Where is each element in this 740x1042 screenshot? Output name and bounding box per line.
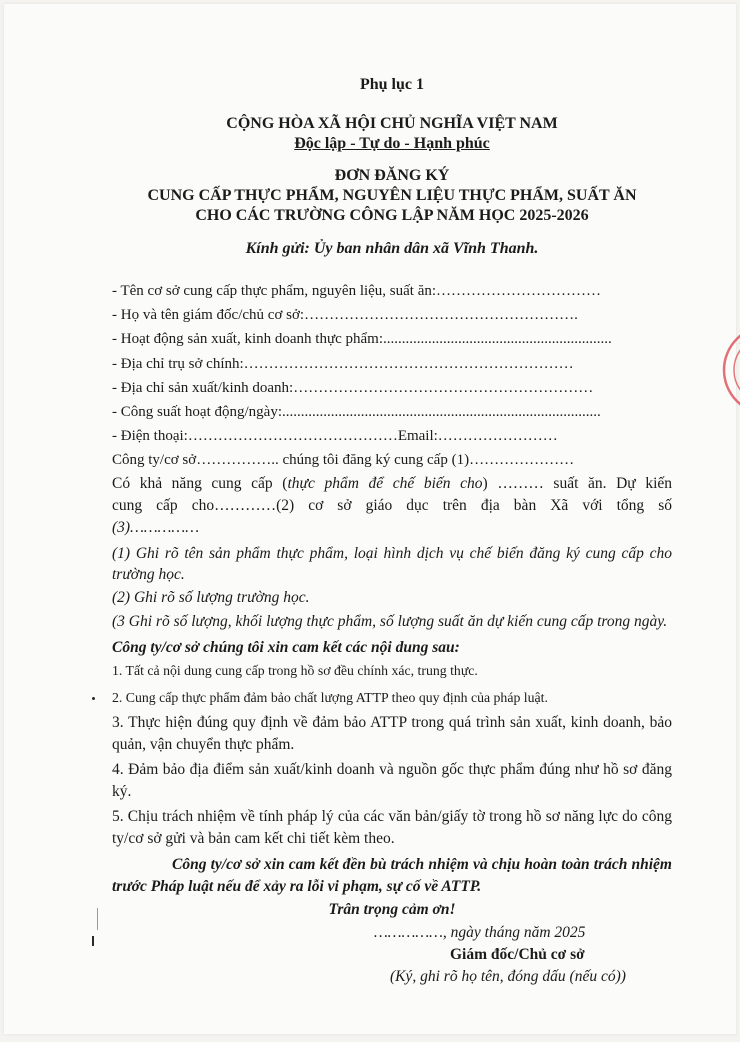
field-production-address[interactable]: - Địa chỉ sản xuất/kinh doanh:…………………………………………………… — [112, 379, 594, 396]
signature-note: (Ký, ghi rõ họ tên, đóng dấu (nếu có)) — [390, 967, 626, 985]
capacity-text-italic: thực phẩm để chế biến cho — [287, 474, 483, 492]
margin-tick-mark — [97, 908, 98, 930]
capacity-line-3: (3)…………… — [112, 518, 199, 536]
date-line[interactable]: ……………, ngày tháng năm 2025 — [374, 923, 586, 941]
commitment-2: 2. Cung cấp thực phẩm đảm bảo chất lượng ATTP theo quy định của pháp luật. — [112, 689, 548, 705]
red-stamp-partial-icon — [704, 322, 740, 418]
closing-statement: Công ty/cơ sở xin cam kết đền bù trách nhiệm và chịu hoàn toàn trách nhiệm trước Pháp luật nếu để xảy ra lỗi vi phạm, sự cố về ATTP. — [112, 855, 672, 895]
note-2: (2) Ghi rõ số lượng trường học. — [112, 588, 310, 606]
signature-block — [112, 922, 672, 988]
field-director-name[interactable]: - Họ và tên giám đốc/chủ cơ sở:………………………………………………. — [112, 307, 578, 324]
form-title: ĐƠN ĐĂNG KÝ — [334, 167, 450, 184]
margin-tick-mark-2 — [92, 936, 94, 946]
field-business-activity[interactable]: - Hoạt động sản xuất, kinh doanh thực phẩm:............................................................. — [112, 331, 612, 348]
document-body — [112, 74, 672, 988]
commitment-1: 1. Tất cả nội dung cung cấp trong hồ sơ đều chính xác, trung thực. — [112, 662, 478, 678]
info-fields — [112, 279, 672, 448]
capacity-line-1 — [112, 473, 672, 495]
form-subtitle-2: CHO CÁC TRƯỜNG CÔNG LẬP NĂM HỌC 2025-2026 — [195, 207, 589, 224]
annex-label: Phụ lục 1 — [359, 76, 424, 93]
field-phone-email[interactable]: - Điện thoại:……………………………………Email:…………………… — [112, 428, 558, 445]
document-page — [4, 4, 736, 1034]
commitment-4: 4. Đảm bảo địa điểm sản xuất/kinh doanh và nguồn gốc thực phẩm đúng như hồ sơ đăng ký. — [112, 760, 672, 800]
signer-title: Giám đốc/Chủ cơ sở — [450, 945, 585, 963]
note-3: (3 Ghi rõ số lượng, khối lượng thực phẩm, số lượng suất ăn dự kiến cung cấp trong ngày. — [112, 612, 668, 630]
field-facility-name[interactable]: - Tên cơ sở cung cấp thực phẩm, nguyên liệu, suất ăn:…………………………… — [112, 283, 602, 299]
field-daily-capacity[interactable]: - Công suất hoạt động/ngày:..................................................................................... — [112, 404, 601, 421]
field-head-office-address[interactable]: - Địa chỉ trụ sở chính:………………………………………………………… — [112, 355, 574, 372]
capacity-line-2: cung cấp cho…………(2) cơ sở giáo dục trên địa bàn Xã với tổng số — [112, 496, 672, 514]
capacity-text-a: Có khả năng cung cấp ( — [112, 474, 288, 492]
commitment-5: 5. Chịu trách nhiệm về tính pháp lý của các văn bản/giấy tờ trong hồ sơ năng lực do công ty/cơ sở gửi và bản cam kết chi tiết kèm theo. — [112, 807, 672, 847]
margin-dot-mark — [92, 697, 95, 700]
commit-header: Công ty/cơ sở chúng tôi xin cam kết các nội dung sau: — [112, 638, 460, 656]
commitment-3: 3. Thực hiện đúng quy định về đảm bảo ATTP trong quá trình sản xuất, kinh doanh, bảo quản, vận chuyển thực phẩm. — [112, 713, 672, 753]
form-subtitle-1: CUNG CẤP THỰC PHẨM, NGUYÊN LIỆU THỰC PHẨM, SUẤT ĂN — [147, 187, 637, 204]
thanks: Trân trọng cảm ơn! — [328, 900, 456, 918]
company-registration-line[interactable]: Công ty/cơ sở…………….. chúng tôi đăng ký cung cấp (1)………………… — [112, 452, 575, 469]
capacity-text-b: ) ……… suất ăn. Dự kiến — [482, 474, 673, 492]
motto: Độc lập - Tự do - Hạnh phúc — [294, 135, 490, 152]
addressee: Kính gửi: Ủy ban nhân dân xã Vĩnh Thanh. — [245, 240, 539, 257]
country-name: CỘNG HÒA XÃ HỘI CHỦ NGHĨA VIỆT NAM — [226, 115, 558, 132]
note-1: (1) Ghi rõ tên sản phẩm thực phẩm, loại hình dịch vụ chế biến đăng ký cung cấp cho trường học. — [112, 544, 672, 583]
